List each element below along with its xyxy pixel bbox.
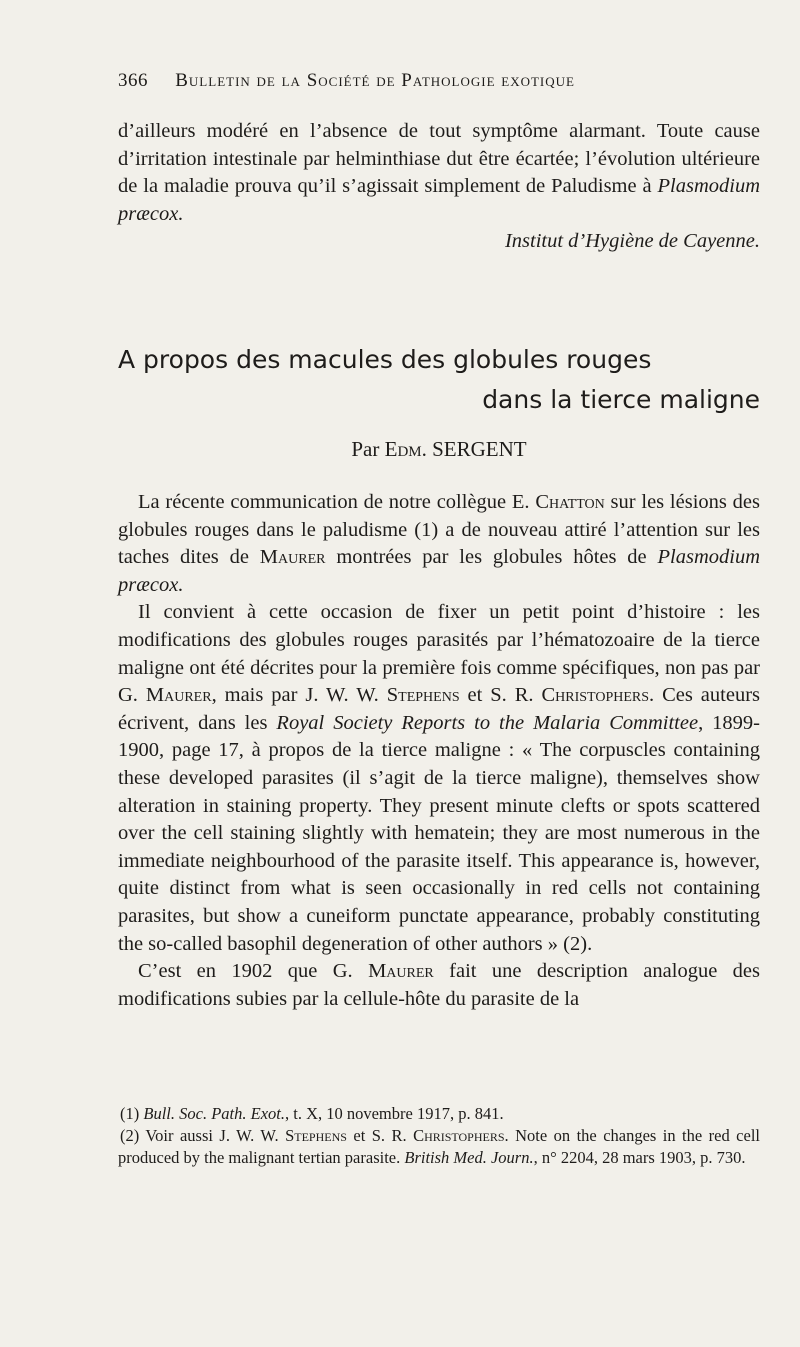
running-header bbox=[118, 70, 758, 92]
footnote-2: (2) Voir aussi J. W. W. Stephens et S. R. Christophers. Note on the changes in the red cell produced by the malignant tertian parasite. British Med. Journ., n° 2204, 28 mars 1903, p. 730. bbox=[118, 1126, 760, 1167]
article-body bbox=[118, 489, 760, 1013]
footnote-1: (1) Bull. Soc. Path. Exot., t. X, 10 novembre 1917, p. 841. bbox=[120, 1104, 504, 1123]
intro-paragraph: d’ailleurs modéré en l’absence de tout symptôme alarmant. Toute cause d’irritation intestinale par helminthiase dut être écartée; l’évolution ultérieure de la maladie prouva qu’il s’agissait simplement de Paludisme à Plasmodium præcox. bbox=[118, 120, 760, 225]
article-title-line-2: dans la tierce maligne bbox=[482, 385, 760, 414]
page-number: 366 bbox=[118, 70, 148, 91]
running-title: Bulletin de la Société de Pathologie exotique bbox=[175, 70, 575, 91]
institution-signature: Institut d’Hygiène de Cayenne. bbox=[504, 230, 760, 253]
paragraph-2: Il convient à cette occasion de fixer un petit point d’histoire : les modifications des globules rouges parasités par l’hématozoaire de la tierce maligne ont été décrites pour la première fois comme spécifiques, non pas par G. Maurer, mais par J. W. W. Stephens et S. R. Christophers. Ces auteurs écrivent, dans les Royal Society Reports to the Malaria Committee, 1899-1900, page 17, à propos de la tierce maligne : « The corpuscles containing these developed parasites (il s’agit de la tierce maligne), themselves show alteration in staining property. They present minute clefts or spots scattered over the cell staining slightly with hematein; they are most numerous in the immediate neighbourhood of the parasite itself. This appearance is, however, quite distinct from what is seen occasionally in red cells not containing parasites, but show a cuneiform punctate appearance, probably constituting the so-called basophil degeneration of other authors » (2). bbox=[118, 601, 760, 955]
previous-article-ending bbox=[118, 118, 760, 256]
footnotes bbox=[118, 1103, 760, 1169]
byline: Par Edm. SERGENT bbox=[351, 437, 527, 461]
article-title bbox=[118, 340, 760, 420]
paragraph-3: C’est en 1902 que G. Maurer fait une description analogue des modifications subies par la cellule-hôte du parasite de la bbox=[118, 960, 761, 1010]
article-title-line-1: A propos des macules des globules rouges bbox=[118, 345, 652, 374]
paragraph-1: La récente communication de notre collègue E. Chatton sur les lésions des globules rouges dans le paludisme (1) a de nouveau attiré l’attention sur les taches dites de Maurer montrées par les globules hôtes de Plasmodium præcox. bbox=[118, 491, 760, 596]
